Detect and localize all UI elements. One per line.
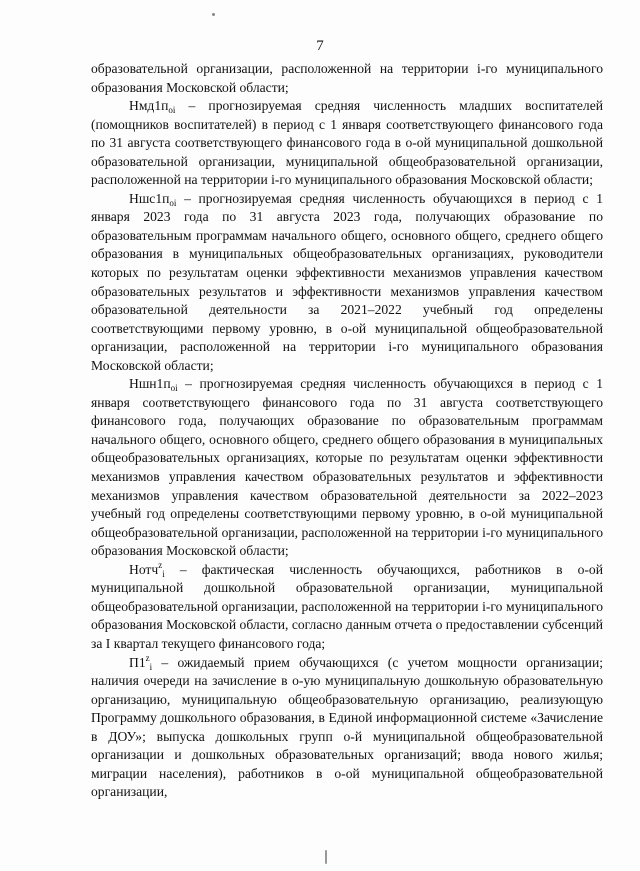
formula-symbol: П1 [129,654,146,670]
formula-symbol: Ншс1п [129,190,170,206]
paragraph-text: образовательной организации, расположенной на территории i-го муниципального образования Московской области; [91,61,603,95]
paragraph [91,375,603,560]
document-body [91,60,603,802]
page-number: 7 [316,38,324,54]
formula-subscript: oi [169,197,177,208]
formula-superscript: z [158,559,163,570]
formula-subscript: i [149,661,153,672]
formula-subscript: oi [170,383,178,394]
paragraph [91,97,603,190]
paragraph-text: – прогнозируемая средняя численность обучающихся в период с 1 января соответствующего финансового года по 31 августа соответствующего финансового года, получающих образование по образовательным программам начального общего, основного общего, среднего общего образования в муниципальных общеобразовательных организациях, которые по результатам оценки эффективности механизмов управления качеством образовательных результатов и эффективности механизмов управления качеством образовательной деятельности за 2022–2023 учебный год определены соответствующими первому уровню, в o-ой муниципальной общеобразовательной организации, расположенной на территории i-го муниципального образования Московской области; [91,376,603,559]
formula-superscript: z [145,652,150,663]
scan-speck [212,13,215,16]
paragraph [91,190,603,375]
paragraph [91,561,603,654]
formula-symbol: Нотч [129,561,159,577]
paragraph-text: – прогнозируемая средняя численность обучающихся в период с 1 января 2023 года по 31 августа 2023 года, получающих образование по образовательным программам начального общего, основного общего, среднего общего образования в муниципальных общеобразовательных организациях, руководители которых по результатам оценки эффективности механизмов управления качеством образовательных результатов и эффективности механизмов управления качеством образовательной деятельности за 2021–2022 учебный год определены соответствующими первому уровню, в o-ой муниципальной общеобразовательной организации, расположенной на территории i-го муниципального образования Московской области; [91,190,603,373]
scan-speck [325,850,327,864]
formula-symbol: Нмд1п [129,98,169,114]
formula-subscript: oi [168,105,176,116]
paragraph-text: – фактическая численность обучающихся, работников в o-ой муниципальной дошкольной образовательной организации, муниципальной общеобразовательной организации, расположенной на территории i-го муниципального образования Московской области, согласно данным отчета о предоставлении субсенций за I квартал текущего финансового года; [91,561,603,651]
paragraph-text: – ожидаемый прием обучающихся (с учетом мощности организации; наличия очереди на зачисление в o-ую муниципальную дошкольную образовательную организацию, муниципальную общеобразовательную организацию, реализующую Программу дошкольного образования, в Единой информационной системе «Зачисление в ДОУ»; выпуска дошкольных групп o-й муниципальной общеобразовательной организации и дошкольных образовательных организаций; ввода нового жилья; миграции населения), работников в o-ой муниципальной общеобразовательной организации, [91,654,603,800]
formula-symbol: Ншн1п [129,376,171,392]
paragraph [91,654,603,802]
formula-subscript: i [162,568,165,579]
paragraph [91,60,603,97]
paragraph-text: – прогнозируемая средняя численность младших воспитателей (помощников воспитателей) в период с 1 января соответствующего финансового года по 31 августа соответствующего финансового года в o-ой муниципальной дошкольной образовательной организации, муниципальной общеобразовательной организации, расположенной на территории i-го муниципального образования Московской области; [91,98,603,188]
